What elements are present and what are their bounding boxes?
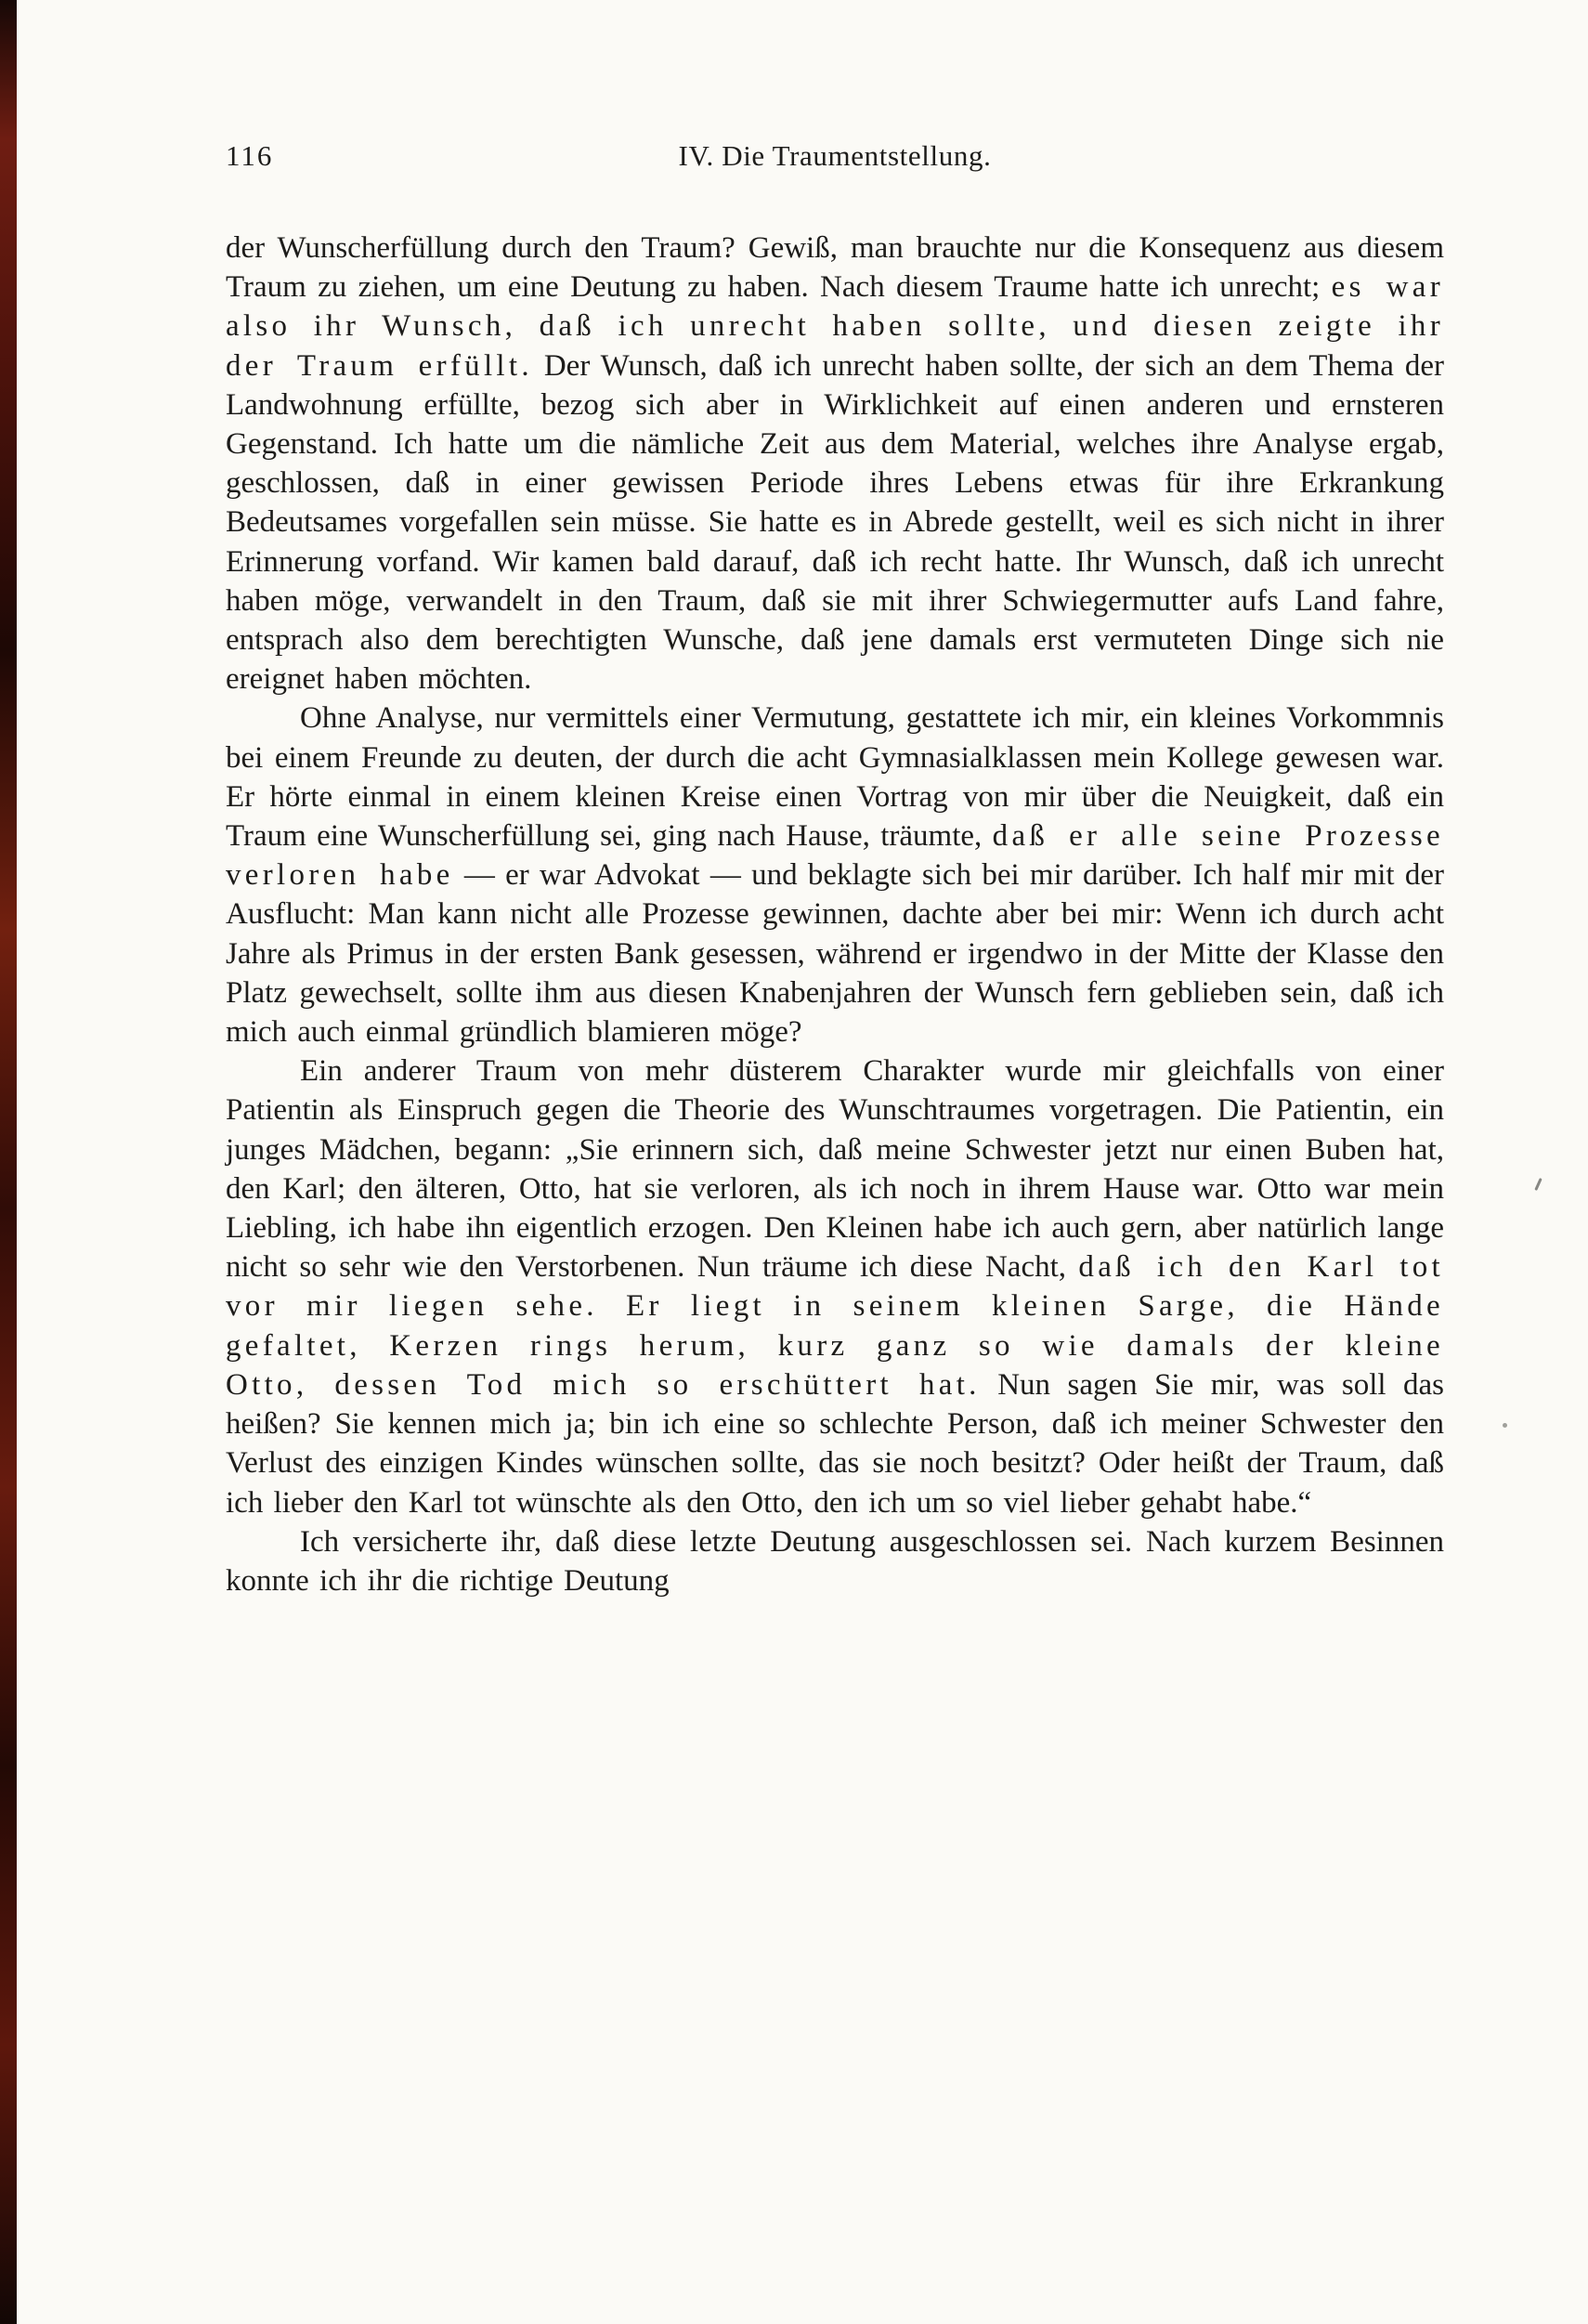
page-header — [226, 139, 1444, 182]
scan-artifact-mark — [1534, 1178, 1542, 1191]
text-segment: der Wunscherfüllung durch den Traum? Gewiß, man brauchte nur die Konsequenz aus diesem Traum zu ziehen, um eine Deutung zu haben. Nach diesem Traume hatte ich unrecht; — [226, 231, 1444, 305]
paragraph — [226, 1522, 1444, 1600]
text-segment: Ein anderer Traum von mehr düsterem Charakter wurde mir gleichfalls von einer Patientin als Einspruch gegen die Theorie des Wunschtraumes vorgetragen. Die Patientin, ein junges Mädchen, begann: „Sie erinnern sich, daß meine Schwester jetzt nur einen Buben hat, den Karl; den älteren, Otto, hat sie verloren, als ich noch in ihrem Hause war. Otto war mein Liebling, ich habe ihn eigentlich erzogen. Den Kleinen habe ich auch gern, aber natürlich lange nicht so sehr wie den Verstorbenen. Nun träume ich diese Nacht, — [226, 1054, 1444, 1285]
text-segment: Nun sagen Sie mir, was soll das heißen? Sie kennen mich ja; bin ich eine so schlechte Person, daß ich meiner Schwester den Verlust des einzigen Kindes wünschen sollte, das sie noch besitzt? Oder heißt der Traum, daß ich lieber den Karl tot wünschte als den Otto, den ich um so viel lieber gehabt habe.“ — [226, 1367, 1444, 1520]
page-number: 116 — [226, 139, 274, 172]
text-segment-emphasized: daß er alle seine Prozesse verloren habe — [226, 819, 1444, 893]
paragraph — [226, 699, 1444, 1051]
text-segment: Ohne Analyse, nur vermittels einer Vermutung, gestattete ich mir, ein kleines Vorkommnis bei einem Freunde zu deuten, der durch die acht Gymnasialklassen mein Kollege gewesen war. Er hörte einmal in einem kleinen Kreise einen Vortrag von mir über die Neuigkeit, daß ein Traum eine Wunscherfüllung sei, ging nach Hause, träumte, — [226, 701, 1444, 854]
text-segment-emphasized: daß ich den Karl tot vor mir liegen sehe. Er liegt in seinem kleinen Sarge, die Hände gefaltet, Kerzen rings herum, kurz ganz so wie damals der kleine Otto, dessen Tod mich so erschüttert hat. — [226, 1250, 1444, 1402]
scan-artifact-dot — [1503, 1423, 1507, 1428]
text-block — [226, 139, 1444, 1600]
paragraph — [226, 228, 1444, 699]
body-text — [226, 228, 1444, 1600]
book-binding-edge — [0, 0, 17, 2324]
text-segment-emphasized: es war also ihr Wunsch, daß ich unrecht haben sollte, und diesen zeigte ihr der Traum erfüllt. — [226, 270, 1444, 383]
running-header: IV. Die Traumentstellung. — [678, 139, 992, 172]
text-segment: Der Wunsch, daß ich unrecht haben sollte, der sich an dem Thema der Landwohnung erfüllte, bezog sich aber in Wirklichkeit auf einen anderen und ernsteren Gegenstand. Ich hatte um die nämliche Zeit aus dem Material, welches ihre Analyse ergab, geschlossen, daß in einer gewissen Periode ihres Lebens etwas für ihre Erkrankung Bedeutsames vorgefallen sein müsse. Sie hatte es in Abrede gestellt, weil es sich nicht in ihrer Erinnerung vorfand. Wir kamen bald darauf, daß ich recht hatte. Ihr Wunsch, daß ich unrecht haben möge, verwandelt in den Traum, daß sie mit ihrer Schwiegermutter aufs Land fahre, entsprach also dem berechtigten Wunsche, daß jene damals erst vermuteten Dinge sich nie ereignet haben möchten. — [226, 348, 1444, 697]
text-segment: Ich versicherte ihr, daß diese letzte Deutung ausgeschlossen sei. Nach kurzem Besinnen konnte ich ihr die richtige Deutung — [226, 1524, 1444, 1598]
paragraph — [226, 1051, 1444, 1521]
text-segment: — er war Advokat — und beklagte sich bei mir darüber. Ich half mir mit der Ausflucht: Man kann nicht alle Prozesse gewinnen, dachte aber bei mir: Wenn ich durch acht Jahre als Primus in der ersten Bank gesessen, während er irgendwo in der Mitte der Klasse den Platz gewechselt, sollte ihm aus diesen Knabenjahren der Wunsch fern geblieben sein, daß ich mich auch einmal gründlich blamieren möge? — [226, 858, 1444, 1050]
